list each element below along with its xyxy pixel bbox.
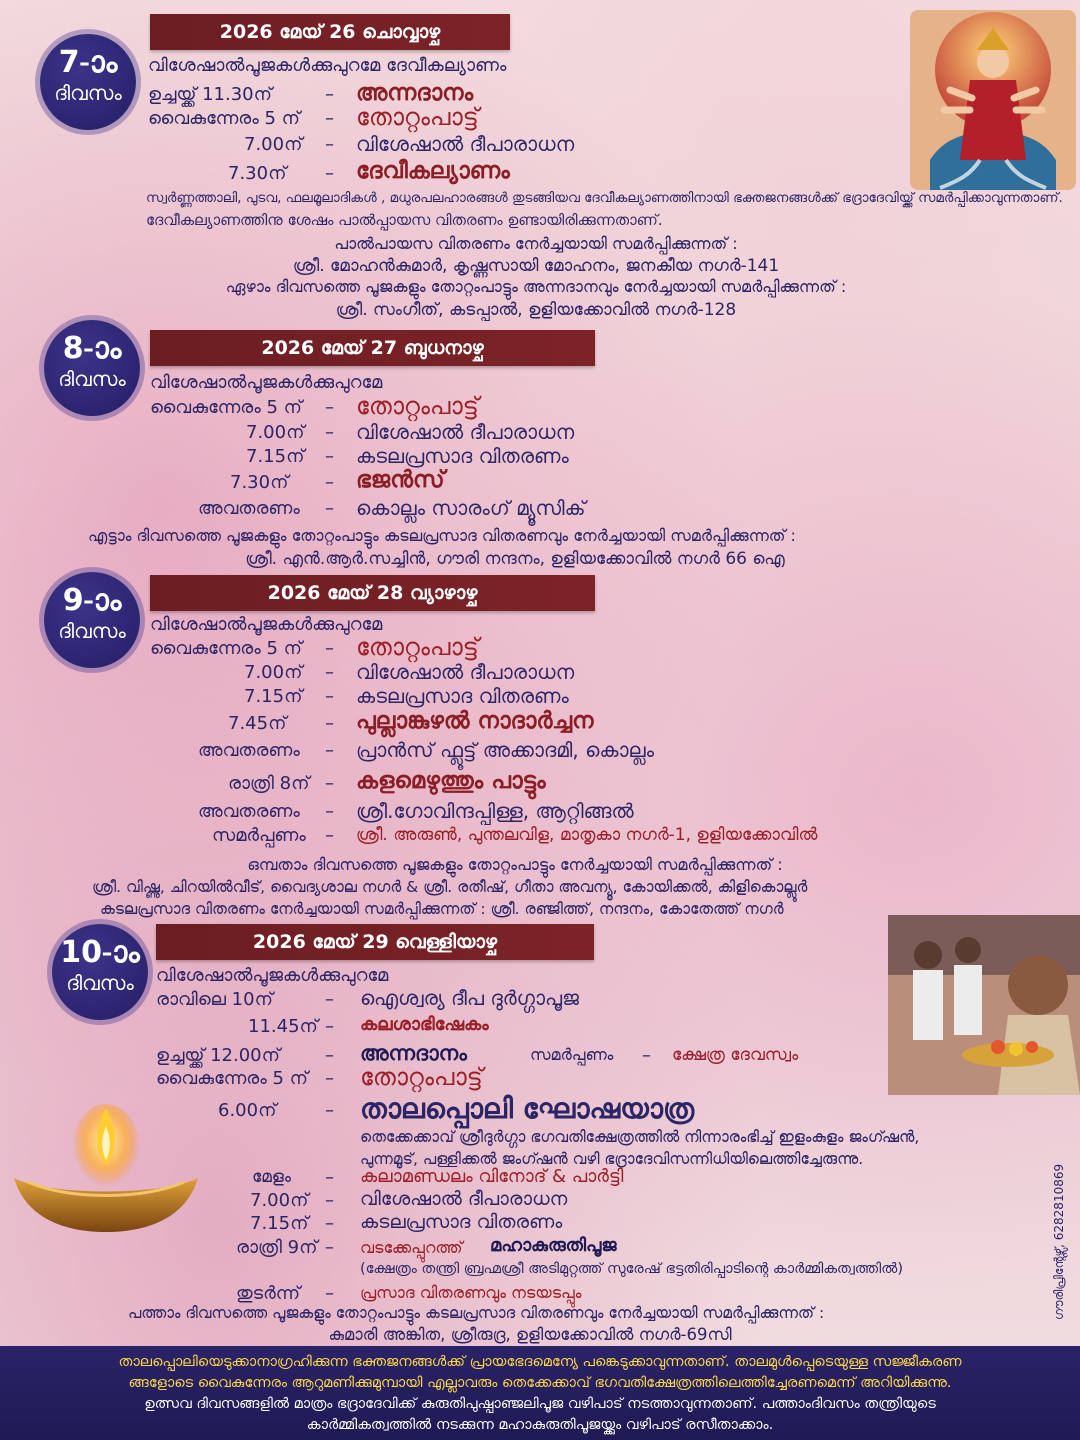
day8-row1-time: വൈകുന്നേരം 5 ന് [150, 397, 302, 418]
day10-row8-dash: – [325, 1213, 334, 1234]
day10-row1-time: രാവിലെ 10ന് [156, 989, 273, 1010]
day7-row3-dash: – [325, 134, 334, 155]
day9-row6-event: കളമെഴുത്തും പാട്ടും [356, 768, 546, 794]
day10-row2-dash: – [325, 1016, 334, 1037]
day7-sponsor1-name: ശ്രീ. മോഹൻകുമാർ, കൃഷ്ണസായി മോഹനം, ജനകീയ നഗർ-141 [292, 256, 780, 276]
day10-row9-time: രാത്രി 9ന് [236, 1237, 318, 1258]
day10-row7-time: 7.00ന് [250, 1190, 309, 1211]
day10-row6-time: മേളം [252, 1167, 292, 1187]
footer-line-1: താലപ്പൊലിയെടുക്കാനാഗ്രഹിക്കുന്ന ഭക്തജനങ്ങൾക്ക് പ്രായഭേദമെന്യേ പങ്കെടുക്കാവുന്നതാണ്. താലമുൾപ്പെടെയുള്ള സജ്ജീകരണ [118, 1354, 962, 1370]
day8-date-banner [150, 330, 595, 366]
day10-row10-event: പ്രസാദ വിതരണവും നടയടപ്പും [360, 1283, 582, 1302]
day10-badge [52, 924, 148, 1020]
day9-row3-dash: – [325, 686, 334, 707]
day10-row5-time: 6.00ന് [218, 1100, 277, 1121]
day7-date: 2026 മേയ് 26 ചൊവ്വാഴ്ച [219, 21, 441, 43]
day7-row4-event: ദേവീകല്യാണം [356, 158, 510, 184]
day10-row6-dash: – [325, 1167, 334, 1188]
day9-row2-dash: – [325, 662, 334, 683]
day9-badge [44, 572, 140, 668]
day8-row4-dash: – [325, 472, 334, 493]
day8-row3-time: 7.15ന് [246, 446, 305, 467]
day8-row4-time: 7.30ന് [230, 472, 289, 493]
day7-badge-label: ദിവസം [54, 81, 122, 105]
day9-row6-time: രാത്രി 8ന് [228, 773, 310, 794]
day10-row5-dash: – [325, 1100, 334, 1121]
day7-row2-event: തോറ്റംപാട്ട് [356, 103, 479, 131]
day10-badge-label: ദിവസം [66, 971, 134, 995]
day9-row4-dash: – [325, 713, 334, 734]
printer-credit-text: ഗൗരിപ്രിന്റേഴ്സ്, 6282810869 [1052, 1163, 1066, 1320]
day7-badge [40, 34, 136, 130]
day10-badge-number: 10-ാം [60, 935, 140, 970]
day7-row1-time: ഉച്ചയ്ക്ക് 11.30ന് [148, 84, 272, 105]
day9-sponsor-heading: ഒമ്പതാം ദിവസത്തെ പൂജകളും തോറ്റംപാട്ടും നേർച്ചയായി സമർപ്പിക്കുന്നത് : [247, 855, 783, 874]
day10-row4-event: തോറ്റംപാട്ട് [360, 1063, 483, 1091]
day10-sponsor-name: കുമാരി അങ്കിത, ശ്രീരുദ്ര, ഉളിയക്കോവിൽ നഗർ-69സി [328, 1325, 732, 1344]
day7-sponsor1-heading: പാൽപായസ വിതരണം നേർച്ചയായി സമർപ്പിക്കുന്നത് : [334, 234, 738, 253]
day7-row1-event: അന്നദാനം [356, 80, 474, 106]
day7-row1-dash: – [325, 84, 334, 105]
day9-row5-event: പ്രാൻസ് ഫ്ലൂട്ട് അക്കാദമി, കൊല്ലം [356, 738, 655, 762]
day10-row7-event: വിശേഷാൽ ദീപാരാധന [360, 1188, 568, 1210]
day10-row10-dash: – [325, 1283, 334, 1304]
day10-row9-event-prefix: വടക്കേപ്പുറത്ത് [360, 1238, 463, 1257]
day9-date: 2026 മേയ് 28 വ്യാഴാഴ്ച [267, 582, 478, 604]
day9-row4-time: 7.45ന് [228, 713, 287, 734]
printer-credit [1052, 1164, 1067, 1320]
day7-row3-time: 7.00ന് [244, 134, 303, 155]
day9-row8-event: ശ്രീ. അരുൺ, പുന്തലവിള, മാതൃകാ നഗർ-1, ഉളിയക്കോവിൽ [356, 825, 818, 845]
day10-intro: വിശേഷാൽപൂജകൾക്കുപുറമേ [156, 965, 389, 986]
day7-row4-dash: – [325, 163, 334, 184]
day10-row3-extra-value: ക്ഷേത്ര ദേവസ്വം [672, 1045, 799, 1065]
day10-row3-time: ഉച്ചയ്ക്ക് 12.00ന് [156, 1045, 280, 1066]
day10-row3-event: അന്നദാനം [360, 1041, 467, 1065]
day8-row2-event: വിശേഷാൽ ദീപാരാധന [356, 420, 575, 444]
children-thalappoli-image-icon [888, 915, 1080, 1095]
day8-row1-event: തോറ്റംപാട്ട് [356, 392, 479, 420]
day9-row2-event: വിശേഷാൽ ദീപാരാധന [356, 660, 575, 684]
footer-line-3: ഉത്സവ ദിവസങ്ങളിൽ മാത്രം ഭദ്രാദേവിക്ക് കുരുതിപുഷ്പാഞ്ജലിപൂജ വഴിപാട് നടത്താവുന്നതാണ്. പത്താംദിവസം തന്ത്രിയുടെ [144, 1396, 936, 1412]
day9-row4-event: പുല്ലാങ്കുഴൽ നാദാർച്ചന [356, 708, 594, 734]
footer-line-4: കാർമ്മികത്വത്തിൽ നടക്കുന്ന മഹാകുരുതിപൂജയ്ക്കും വഴിപാട് രസീതാക്കാം. [306, 1417, 774, 1433]
day8-date: 2026 മേയ് 27 ബുധനാഴ്ച [261, 337, 484, 359]
day9-row2-time: 7.00ന് [244, 662, 303, 683]
day8-row5-event: കൊല്ലം സാരംഗ് മ്യൂസിക് [356, 496, 586, 520]
day9-row7-dash: – [325, 801, 334, 822]
day10-date: 2026 മേയ് 29 വെള്ളിയാഴ്ച [252, 931, 498, 953]
day8-row4-event: ഭജൻസ് [356, 467, 445, 493]
day9-badge-label: ദിവസം [58, 619, 126, 643]
day7-date-banner [150, 14, 510, 50]
day9-row8-time: സമർപ്പണം [212, 825, 306, 846]
day10-row3-dash: – [325, 1045, 334, 1066]
day10-row9-note: (ക്ഷേത്രം തന്ത്രി ബ്രഹ്മശ്രീ അടിമുറ്റത്ത് സുരേഷ് ഭട്ടതിരിപ്പാടിന്റെ കാർമ്മികത്വത്തിൽ) [360, 1261, 903, 1277]
day10-sponsor-heading: പത്താം ദിവസത്തെ പൂജകളും തോറ്റംപാട്ടും കടലപ്രസാദ വിതരണവും നേർച്ചയായി സമർപ്പിക്കുന്നത് : [128, 1304, 825, 1322]
day9-row7-time: അവതരണം [198, 801, 300, 822]
day8-row3-dash: – [325, 446, 334, 467]
day8-row2-dash: – [325, 422, 334, 443]
day9-row5-dash: – [325, 740, 334, 761]
footer-notice [0, 1346, 1080, 1440]
day8-sponsor-heading: എട്ടാം ദിവസത്തെ പൂജകളും തോറ്റംപാട്ടും കടലപ്രസാദ വിതരണവും നേർച്ചയായി സമർപ്പിക്കുന്നത് : [88, 526, 796, 545]
day7-sponsor2-heading: ഏഴാം ദിവസത്തെ പൂജകളും തോറ്റംപാട്ടും അന്നദാനവും നേർച്ചയായി സമർപ്പിക്കുന്നത് : [225, 277, 847, 296]
oil-lamp-icon [8, 1100, 204, 1240]
day9-row3-event: കടലപ്രസാദ വിതരണം [356, 684, 569, 708]
day10-row9-event-main: മഹാകുരുതിപൂജ [490, 1235, 617, 1256]
day8-intro: വിശേഷാൽപൂജകൾക്കുപുറമേ [150, 372, 383, 393]
day10-procession-line1: തെക്കേക്കാവ് ശ്രീദുർഗ്ഗാ ഭഗവതിക്ഷേത്രത്തിൽ നിന്നാരംഭിച്ച് ഇളംകുളം ജംഗ്ഷൻ, [360, 1128, 920, 1146]
day8-sponsor-name: ശ്രീ. എൻ.ആർ.സച്ചിൻ, ഗൗരി നന്ദനം, ഉളിയക്കോവിൽ നഗർ 66 ഐ [245, 549, 785, 569]
day9-badge-number: 9-ാം [62, 583, 122, 618]
day9-row5-time: അവതരണം [198, 740, 300, 761]
day9-row6-dash: – [325, 773, 334, 794]
day9-sponsor-name: ശ്രീ. വിഷ്ണു, ചിറയിൽവീട്, വൈദ്യശാല നഗർ & ശ്രീ. രതീഷ്, ഗീതാ അവന്യൂ, കോയിക്കൽ, കിളികൊല്ലൂർ [92, 878, 808, 896]
goddess-image-icon [910, 10, 1076, 190]
day8-row5-dash: – [325, 498, 334, 519]
day7-sponsor2-name: ശ്രീ. സംഗീത്, കടപ്പാൽ, ഉളിയക്കോവിൽ നഗർ-128 [335, 300, 737, 320]
day10-date-banner [156, 924, 594, 960]
day9-row3-time: 7.15ന് [244, 686, 303, 707]
day10-row1-dash: – [325, 989, 334, 1010]
day8-row1-dash: – [325, 397, 334, 418]
day10-row5-event: താലപ്പൊലി ഘോഷയാത്ര [360, 1092, 695, 1125]
day10-row1-event: ഐശ്വര്യ ദീപ ദുർഗ്ഗാപൂജ [360, 986, 579, 1010]
day8-row5-time: അവതരണം [198, 498, 300, 519]
day7-row3-event: വിശേഷാൽ ദീപാരാധന [356, 132, 575, 156]
footer-line-2: ങ്ങളോടെ വൈകുന്നേരം ആറുമണിക്കുമുമ്പായി എല്ലാവരും തെക്കേക്കാവ് ഭഗവതിക്ഷേത്രത്തിലെത്തിച്ചേരണമെന്ന് അറിയിക്കുന്നു. [128, 1375, 952, 1391]
day10-row3-extra-label: സമർപ്പണം [530, 1045, 614, 1064]
day10-row2-event: കലശാഭിഷേകം [360, 1014, 489, 1035]
day7-row2-dash: – [325, 108, 334, 129]
day8-row2-time: 7.00ന് [246, 422, 305, 443]
day10-procession-line2: പുന്നമൂട്, പള്ളിക്കൽ ജംഗ്ഷൻ വഴി ഭദ്രാദേവിസന്നിധിയിലെത്തിച്ചേരുന്നു. [360, 1150, 864, 1168]
day10-row10-time: തുടർന്ന് [236, 1283, 301, 1304]
day9-row1-dash: – [325, 638, 334, 659]
day7-paragraph-2: ദേവീകല്യാണത്തിനു ശേഷം പാൽപ്പായസ വിതരണം ഉണ്ടായിരിക്കുന്നതാണ്. [146, 211, 663, 229]
day8-row3-event: കടലപ്രസാദ വിതരണം [356, 444, 569, 468]
day7-row4-time: 7.30ന് [228, 163, 287, 184]
day8-badge [44, 320, 140, 416]
day9-date-banner [150, 575, 595, 611]
day9-sponsor-line3: കടലപ്രസാദ വിതരണം നേർച്ചയായി സമർപ്പിക്കുന്നത് : ശ്രീ. രഞ്ജിത്ത്, നന്ദനം, കോതേത്ത് നഗർ [100, 900, 784, 918]
day9-row1-event: തോറ്റംപാട്ട് [356, 633, 479, 661]
day8-badge-number: 8-ാം [62, 331, 122, 366]
day9-row7-event: ശ്രീ.ഗോവിന്ദപ്പിള്ള, ആറ്റിങ്ങൽ [356, 799, 634, 823]
day7-row2-time: വൈകുന്നേരം 5 ന് [148, 108, 300, 129]
day10-row9-dash: – [325, 1237, 334, 1258]
day10-row7-dash: – [325, 1190, 334, 1211]
day10-row6-event: കലാമണ്ഡലം വിനോദ് & പാർട്ടി [360, 1166, 624, 1187]
day7-badge-number: 7-ാം [58, 45, 118, 80]
day8-badge-label: ദിവസം [58, 367, 126, 391]
day10-row4-dash: – [325, 1068, 334, 1089]
day10-row2-time: 11.45ന് [248, 1016, 318, 1037]
day9-intro: വിശേഷാൽപൂജകൾക്കുപുറമേ [150, 614, 383, 635]
day10-row3-extra-dash: – [642, 1045, 651, 1066]
day7-paragraph-1: സ്വർണ്ണത്താലി, പുടവ, ഫലമൂലാദികൾ , മധുരപലഹാരങ്ങൾ തുടങ്ങിയവ ദേവീകല്യാണത്തിനായി ഭക്തജനങ്ങൾക്ക് ഭദ്രാദേവിയ്ക്ക് സമർപ്പിക്കാവുന്നതാണ്. [146, 190, 1063, 206]
day9-row1-time: വൈകുന്നേരം 5 ന് [150, 638, 302, 659]
day10-row8-event: കടലപ്രസാദ വിതരണം [360, 1211, 563, 1233]
day10-row8-time: 7.15ന് [250, 1213, 309, 1234]
day10-row4-time: വൈകുന്നേരം 5 ന് [156, 1068, 308, 1089]
day9-row8-dash: – [325, 825, 334, 846]
day7-intro: വിശേഷാൽപൂജകൾക്കുപുറമേ ദേവീകല്യാണം [148, 55, 507, 76]
